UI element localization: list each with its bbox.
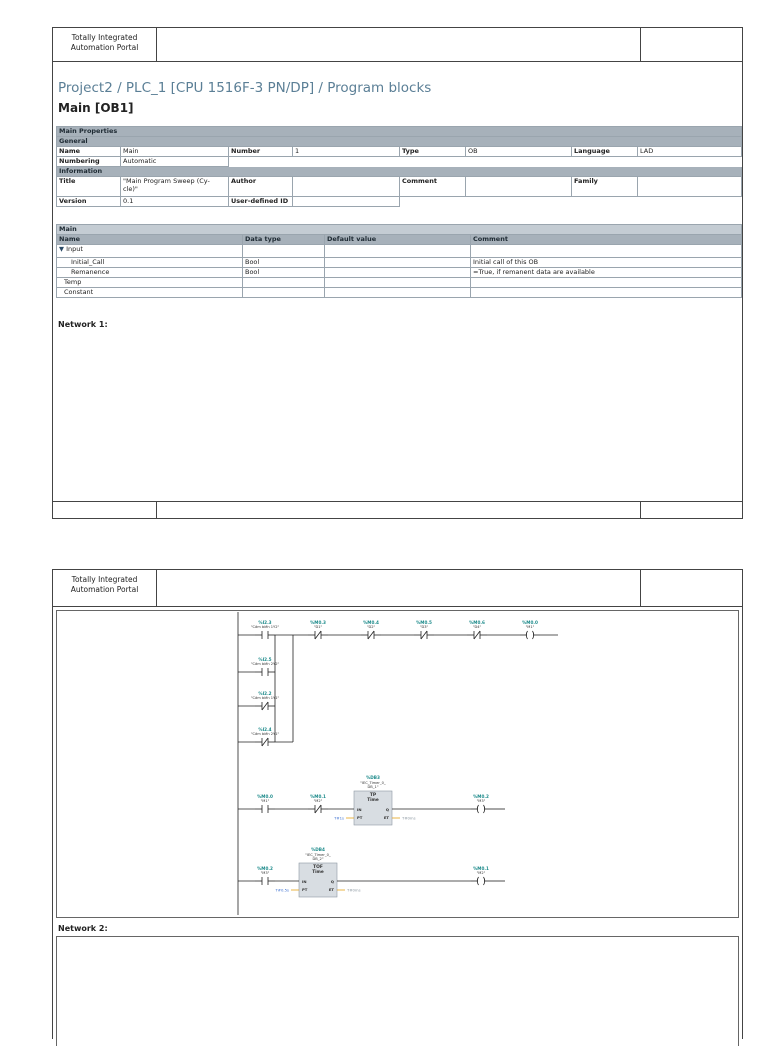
timer-tof-type: TOF bbox=[313, 865, 323, 870]
timer-tof-instance-2: DB_2" bbox=[312, 857, 324, 861]
timer-tp-db: %DB3 bbox=[366, 775, 380, 780]
section-main-properties: Main Properties bbox=[57, 127, 742, 137]
table-row: Remanence Bool =True, if remanent data are available bbox=[57, 268, 742, 278]
branch-contact-2-address: %I2.2 bbox=[258, 691, 272, 696]
contact-symbol bbox=[262, 738, 268, 746]
rung1-contact-4-address: %M0.5 bbox=[416, 620, 432, 625]
branch-contact-3-tag: "Cảm biến 2Y1" bbox=[250, 732, 280, 736]
rung1-contact-5-tag: "D4" bbox=[472, 625, 482, 629]
contact-symbol bbox=[315, 631, 321, 639]
section-main: Main bbox=[57, 225, 742, 235]
rung3-coil-address: %M0.1 bbox=[473, 866, 489, 871]
contact-symbol bbox=[262, 702, 268, 710]
brand-line-2: Automation Portal bbox=[70, 584, 139, 594]
rung3-contact-1-tag: "M3" bbox=[260, 871, 270, 875]
rung2-coil-tag: "M3" bbox=[476, 799, 486, 803]
contact-symbol bbox=[421, 631, 427, 639]
branch-contact-2-tag: "Cảm biến 1Y1" bbox=[250, 696, 280, 700]
collapse-triangle-icon[interactable]: ▼ bbox=[59, 245, 64, 253]
timer-tp-et: ET bbox=[383, 815, 389, 820]
timer-tof-pt-value: T#0.5s bbox=[275, 887, 289, 893]
network-2-label: Network 2: bbox=[58, 924, 108, 933]
rung1-contact-6-tag: "M1" bbox=[525, 625, 535, 629]
table-row: Constant bbox=[57, 288, 742, 298]
network-1-label: Network 1: bbox=[58, 320, 108, 329]
timer-tp-instance: "IEC_Timer_0_ bbox=[360, 781, 386, 785]
timer-tp-in: IN bbox=[357, 807, 362, 812]
rung1-contact-1-address: %I2.3 bbox=[258, 620, 272, 625]
timer-tof-et: ET bbox=[328, 887, 334, 892]
rung1-contact-4-tag: "D3" bbox=[419, 625, 429, 629]
contact-symbol bbox=[474, 631, 480, 639]
branch-contact-1-tag: "Cảm biến 2Y2" bbox=[250, 662, 280, 666]
contact-symbol bbox=[368, 631, 374, 639]
rung2-contact-2-address: %M0.1 bbox=[310, 794, 326, 799]
rung2-contact-2-tag: "M2" bbox=[313, 799, 323, 803]
rung2-contact-1-tag: "M1" bbox=[260, 799, 270, 803]
rung1-contact-2-address: %M0.3 bbox=[310, 620, 326, 625]
timer-tof-q: Q bbox=[330, 879, 334, 884]
rung3-coil-tag: "M2" bbox=[476, 871, 486, 875]
rung1-contact-5-address: %M0.6 bbox=[469, 620, 485, 625]
section-general: General bbox=[57, 137, 742, 147]
table-row: Temp bbox=[57, 278, 742, 288]
interface-header-row: Name Data type Default value Comment bbox=[57, 235, 742, 245]
table-row: Numbering Automatic bbox=[57, 157, 742, 167]
timer-tof-instance: "IEC_Timer_0_ bbox=[305, 853, 331, 857]
section-information: Information bbox=[57, 167, 742, 177]
timer-tp-pt-value: T#1s bbox=[334, 815, 344, 821]
brand-line-1: Totally Integrated bbox=[71, 33, 138, 42]
table-row: Version 0.1 User-defined ID bbox=[57, 197, 742, 207]
brand-line-2: Automation Portal bbox=[70, 42, 139, 52]
branch-contact-3-address: %I2.4 bbox=[258, 727, 272, 732]
rung1-contact-6-address: %M0.0 bbox=[522, 620, 538, 625]
timer-tp-type: TP bbox=[369, 793, 377, 798]
timer-tof-db: %DB4 bbox=[311, 847, 325, 852]
table-row: Name Main Number 1 Type OB Language LAD bbox=[57, 147, 742, 157]
block-title: Main [OB1] bbox=[58, 101, 134, 115]
rung1-contact-2-tag: "D1" bbox=[313, 625, 323, 629]
timer-tp-et-value: T#0ms bbox=[402, 815, 416, 821]
timer-tof-in: IN bbox=[302, 879, 307, 884]
timer-tp-subtype: Time bbox=[367, 797, 379, 802]
page-title: Project2 / PLC_1 [CPU 1516F-3 PN/DP] / Program blocks bbox=[58, 80, 432, 96]
timer-tp-pt: PT bbox=[357, 815, 363, 820]
table-row: Title "Main Program Sweep (Cy- cle)" Author Comment Family bbox=[57, 177, 742, 197]
timer-tp-instance-2: DB_1" bbox=[367, 785, 379, 789]
rung3-contact-1-address: %M0.2 bbox=[257, 866, 273, 871]
table-row: Initial_Call Bool Initial call of this OB bbox=[57, 258, 742, 268]
rung2-contact-1-address: %M0.0 bbox=[257, 794, 273, 799]
timer-tof-et-value: T#0ms bbox=[347, 887, 361, 893]
brand-line-1: Totally Integrated bbox=[71, 575, 138, 584]
table-row: ▼ Input bbox=[57, 245, 742, 258]
rung1-contact-1-tag: "Cảm biến 1Y2" bbox=[250, 625, 280, 629]
timer-tof-subtype: Time bbox=[312, 869, 324, 874]
rung1-contact-3-address: %M0.4 bbox=[363, 620, 379, 625]
branch-contact-1-address: %I2.5 bbox=[258, 657, 272, 662]
timer-tof-pt: PT bbox=[302, 887, 308, 892]
timer-tp-q: Q bbox=[385, 807, 389, 812]
contact-symbol bbox=[315, 805, 321, 813]
rung1-contact-3-tag: "D2" bbox=[366, 625, 376, 629]
rung2-coil-address: %M0.2 bbox=[473, 794, 489, 799]
